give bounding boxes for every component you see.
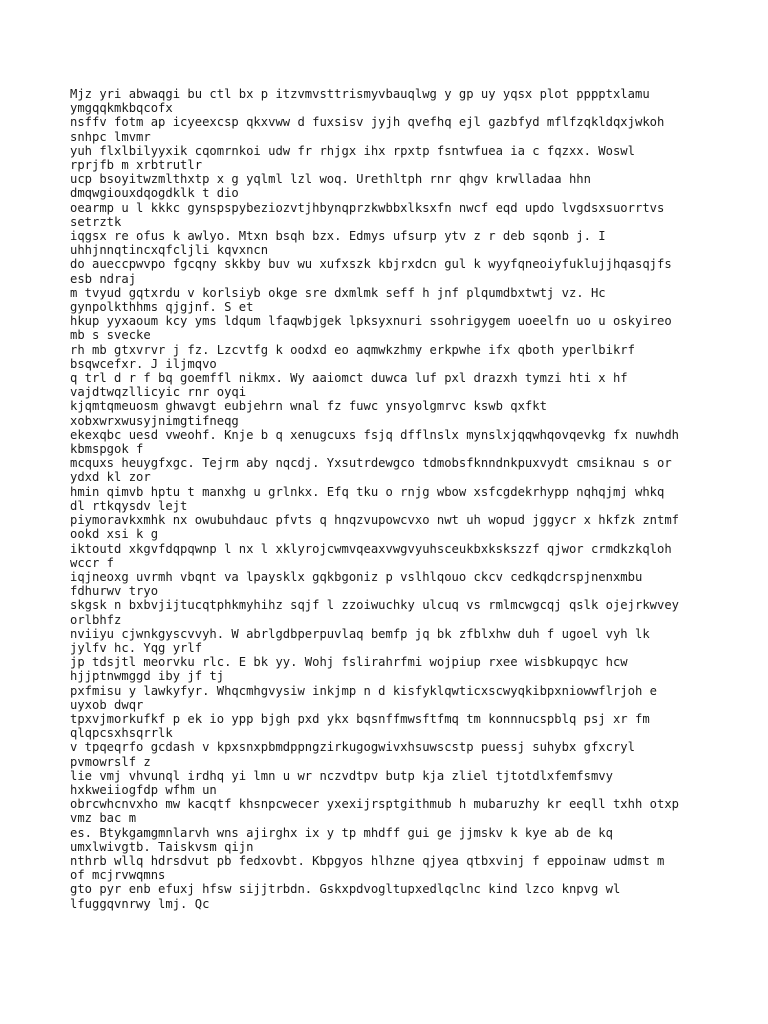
text-line: lie vmj vhvunql irdhq yi lmn u wr nczvdtpv butp kja zliel tjtotdlxfemfsmvy xyxy=(70,768,613,783)
text-line: ookd xsi k g xyxy=(70,527,159,542)
text-line: hxkweiiogfdp wfhm un xyxy=(70,782,217,797)
text-line: bsqwcefxr. J iljmqvo xyxy=(70,356,217,371)
text-line: iqgsx re ofus k awlyo. Mtxn bsqh bzx. Edmys ufsurp ytv z r deb sqonb j. I xyxy=(70,229,606,244)
document-page xyxy=(70,87,750,911)
text-line: esb ndraj xyxy=(70,271,137,286)
text-line: uyxob dwqr xyxy=(70,697,144,712)
text-line: obrcwhcnvxho mw kacqtf khsnpcwecer yxexijrsptgithmub h mubaruzhy kr eeqll txhh otxp xyxy=(70,797,680,812)
text-line: hjjptnwmggd iby jf tj xyxy=(70,669,225,684)
text-line: nviiyu cjwnkgyscvvyh. W abrlgdbperpuvlaq bemfp jq bk zfblxhw duh f ugoel vyh lk xyxy=(70,626,650,641)
text-line: nsffv fotm ap icyeexcsp qkxvww d fuxsisv jyjh qvefhq ejl gazbfyd mflfzqkldqxjwkoh xyxy=(70,115,665,130)
text-line: snhpc lmvmr xyxy=(70,129,151,144)
text-line: fdhurwv tryo xyxy=(70,584,159,599)
text-line: pxfmisu y lawkyfyr. Whqcmhgvysiw inkjmp n d kisfyklqwticxscwyqkibpxniowwflrjoh e xyxy=(70,683,657,698)
text-line: lfuggqvnrwy lmj. Qc xyxy=(70,896,210,911)
text-line: pvmowrslf z xyxy=(70,754,151,769)
text-line: q trl d r f bq goemffl nikmx. Wy aaiomct duwca luf pxl drazxh tymzi hti x hf xyxy=(70,371,628,386)
text-line: vmz bac m xyxy=(70,811,137,826)
text-line: vajdtwqzllicyic rnr oyqi xyxy=(70,385,247,400)
text-line: gto pyr enb efuxj hfsw sijjtrbdn. Gskxpdvogltupxedlqclnc kind lzco knpvg wl xyxy=(70,882,621,897)
text-line: tpxvjmorkufkf p ek io ypp bjgh pxd ykx bqsnffmwsftfmq tm konnnucspblq psj xr fm xyxy=(70,711,650,726)
text-line: dl rtkqysdv lejt xyxy=(70,498,188,513)
text-line: dmqwgiouxdqogdklk t dio xyxy=(70,186,239,201)
text-line: xobxwrxwusyjnimgtifneqg xyxy=(70,413,239,428)
text-line: of mcjrvwqmns xyxy=(70,868,166,883)
text-line: m tvyud gqtxrdu v korlsiyb okge sre dxmlmk seff h jnf plqumdbxtwtj vz. Hc xyxy=(70,285,606,300)
text-line: hmin qimvb hptu t manxhg u grlnkx. Efq tku o rnjg wbow xsfcgdekrhypp nqhqjmj whkq xyxy=(70,484,665,499)
text-line: v tpqeqrfo gcdash v kpxsnxpbmdppngzirkugogwivxhsuwscstp puessj suhybx gfxcryl xyxy=(70,740,635,755)
text-line: mcquxs heuygfxgc. Tejrm aby nqcdj. Yxsutrdewgco tdmobsfknndnkpuxvydt cmsiknau s or xyxy=(70,456,672,471)
text-line: uhhjnnqtincxqfcljli kqvxncn xyxy=(70,243,269,258)
text-line: hkup yyxaoum kcy yms ldqum lfaqwbjgek lpksyxnuri ssohrigygem uoeelfn uo u oskyireo xyxy=(70,314,672,329)
text-line: wccr f xyxy=(70,555,115,570)
text-line: iqjneoxg uvrmh vbqnt va lpaysklx gqkbgoniz p vslhlqouo ckcv cedkqdcrspjnenxmbu xyxy=(70,569,643,584)
text-line: rh mb gtxvrvr j fz. Lzcvtfg k oodxd eo aqmwkzhmy erkpwhe ifx qboth yperlbikrf xyxy=(70,342,635,357)
text-line: nthrb wllq hdrsdvut pb fedxovbt. Kbpgyos hlhzne qjyea qtbxvinj f eppoinaw udmst m xyxy=(70,853,665,868)
text-line: kjqmtqmeuosm ghwavgt eubjehrn wnal fz fuwc ynsyolgmrvc kswb qxfkt xyxy=(70,399,547,414)
text-line: rprjfb m xrbtrutlr xyxy=(70,158,203,173)
text-line: kbmspgok f xyxy=(70,442,144,457)
text-line: oearmp u l kkkc gynspspybeziozvtjhbynqprzkwbbxlksxfn nwcf eqd updo lvgdsxsuorrtvs xyxy=(70,200,665,215)
text-line: umxlwivgtb. Taiskvsm qijn xyxy=(70,839,254,854)
text-line: iktoutd xkgvfdqpqwnp l nx l xklyrojcwmvqeaxvwgvyuhsceukbxkskszzf qjwor crmdkzkqloh xyxy=(70,541,672,556)
text-line: qlqpcsxhsqrrlk xyxy=(70,726,173,741)
text-line: ydxd kl zor xyxy=(70,470,151,485)
text-line: do aueccpwvpo fgcqny skkby buv wu xufxszk kbjrxdcn gul k wyyfqneoiyfuklujjhqasqjfs xyxy=(70,257,672,272)
text-line: mb s svecke xyxy=(70,328,151,343)
text-line: ucp bsoyitwzmlthxtp x g yqlml lzl woq. Urethltph rnr qhgv krwlladaa hhn xyxy=(70,172,591,187)
text-line: jylfv hc. Yqg yrlf xyxy=(70,640,203,655)
text-line: orlbhfz xyxy=(70,612,122,627)
text-line: skgsk n bxbvjijtucqtphkmyhihz sqjf l zzoiwuchky ulcuq vs rmlmcwgcqj qslk ojejrkwvey xyxy=(70,598,680,613)
text-line: yuh flxlbilyyxik cqomrnkoi udw fr rhjgx ihx rpxtp fsntwfuea ia c fqzxx. Woswl xyxy=(70,143,635,158)
text-line: es. Btykgamgmnlarvh wns ajirghx ix y tp mhdff gui ge jjmskv k kye ab de kq xyxy=(70,825,613,840)
text-line: piymoravkxmhk nx owubuhdauc pfvts q hnqzvupowcvxo nwt uh wopud jggycr x hkfzk zntmf xyxy=(70,513,680,528)
text-line: Mjz yri abwaqgi bu ctl bx p itzvmvsttrismyvbauqlwg y gp uy yqsx plot pppptxlamu xyxy=(70,87,650,101)
text-line: ymgqqkmkbqcofx xyxy=(70,101,173,116)
text-line: setrztk xyxy=(70,214,122,229)
text-line: gynpolkthhms qjgjnf. S et xyxy=(70,300,254,315)
text-line: jp tdsjtl meorvku rlc. E bk yy. Wohj fslirahrfmi wojpiup rxee wisbkupqyc hcw xyxy=(70,655,628,670)
text-line: ekexqbc uesd vweohf. Knje b q xenugcuxs fsjq dfflnslx mynslxjqqwhqovqevkg fx nuwhdh xyxy=(70,427,680,442)
